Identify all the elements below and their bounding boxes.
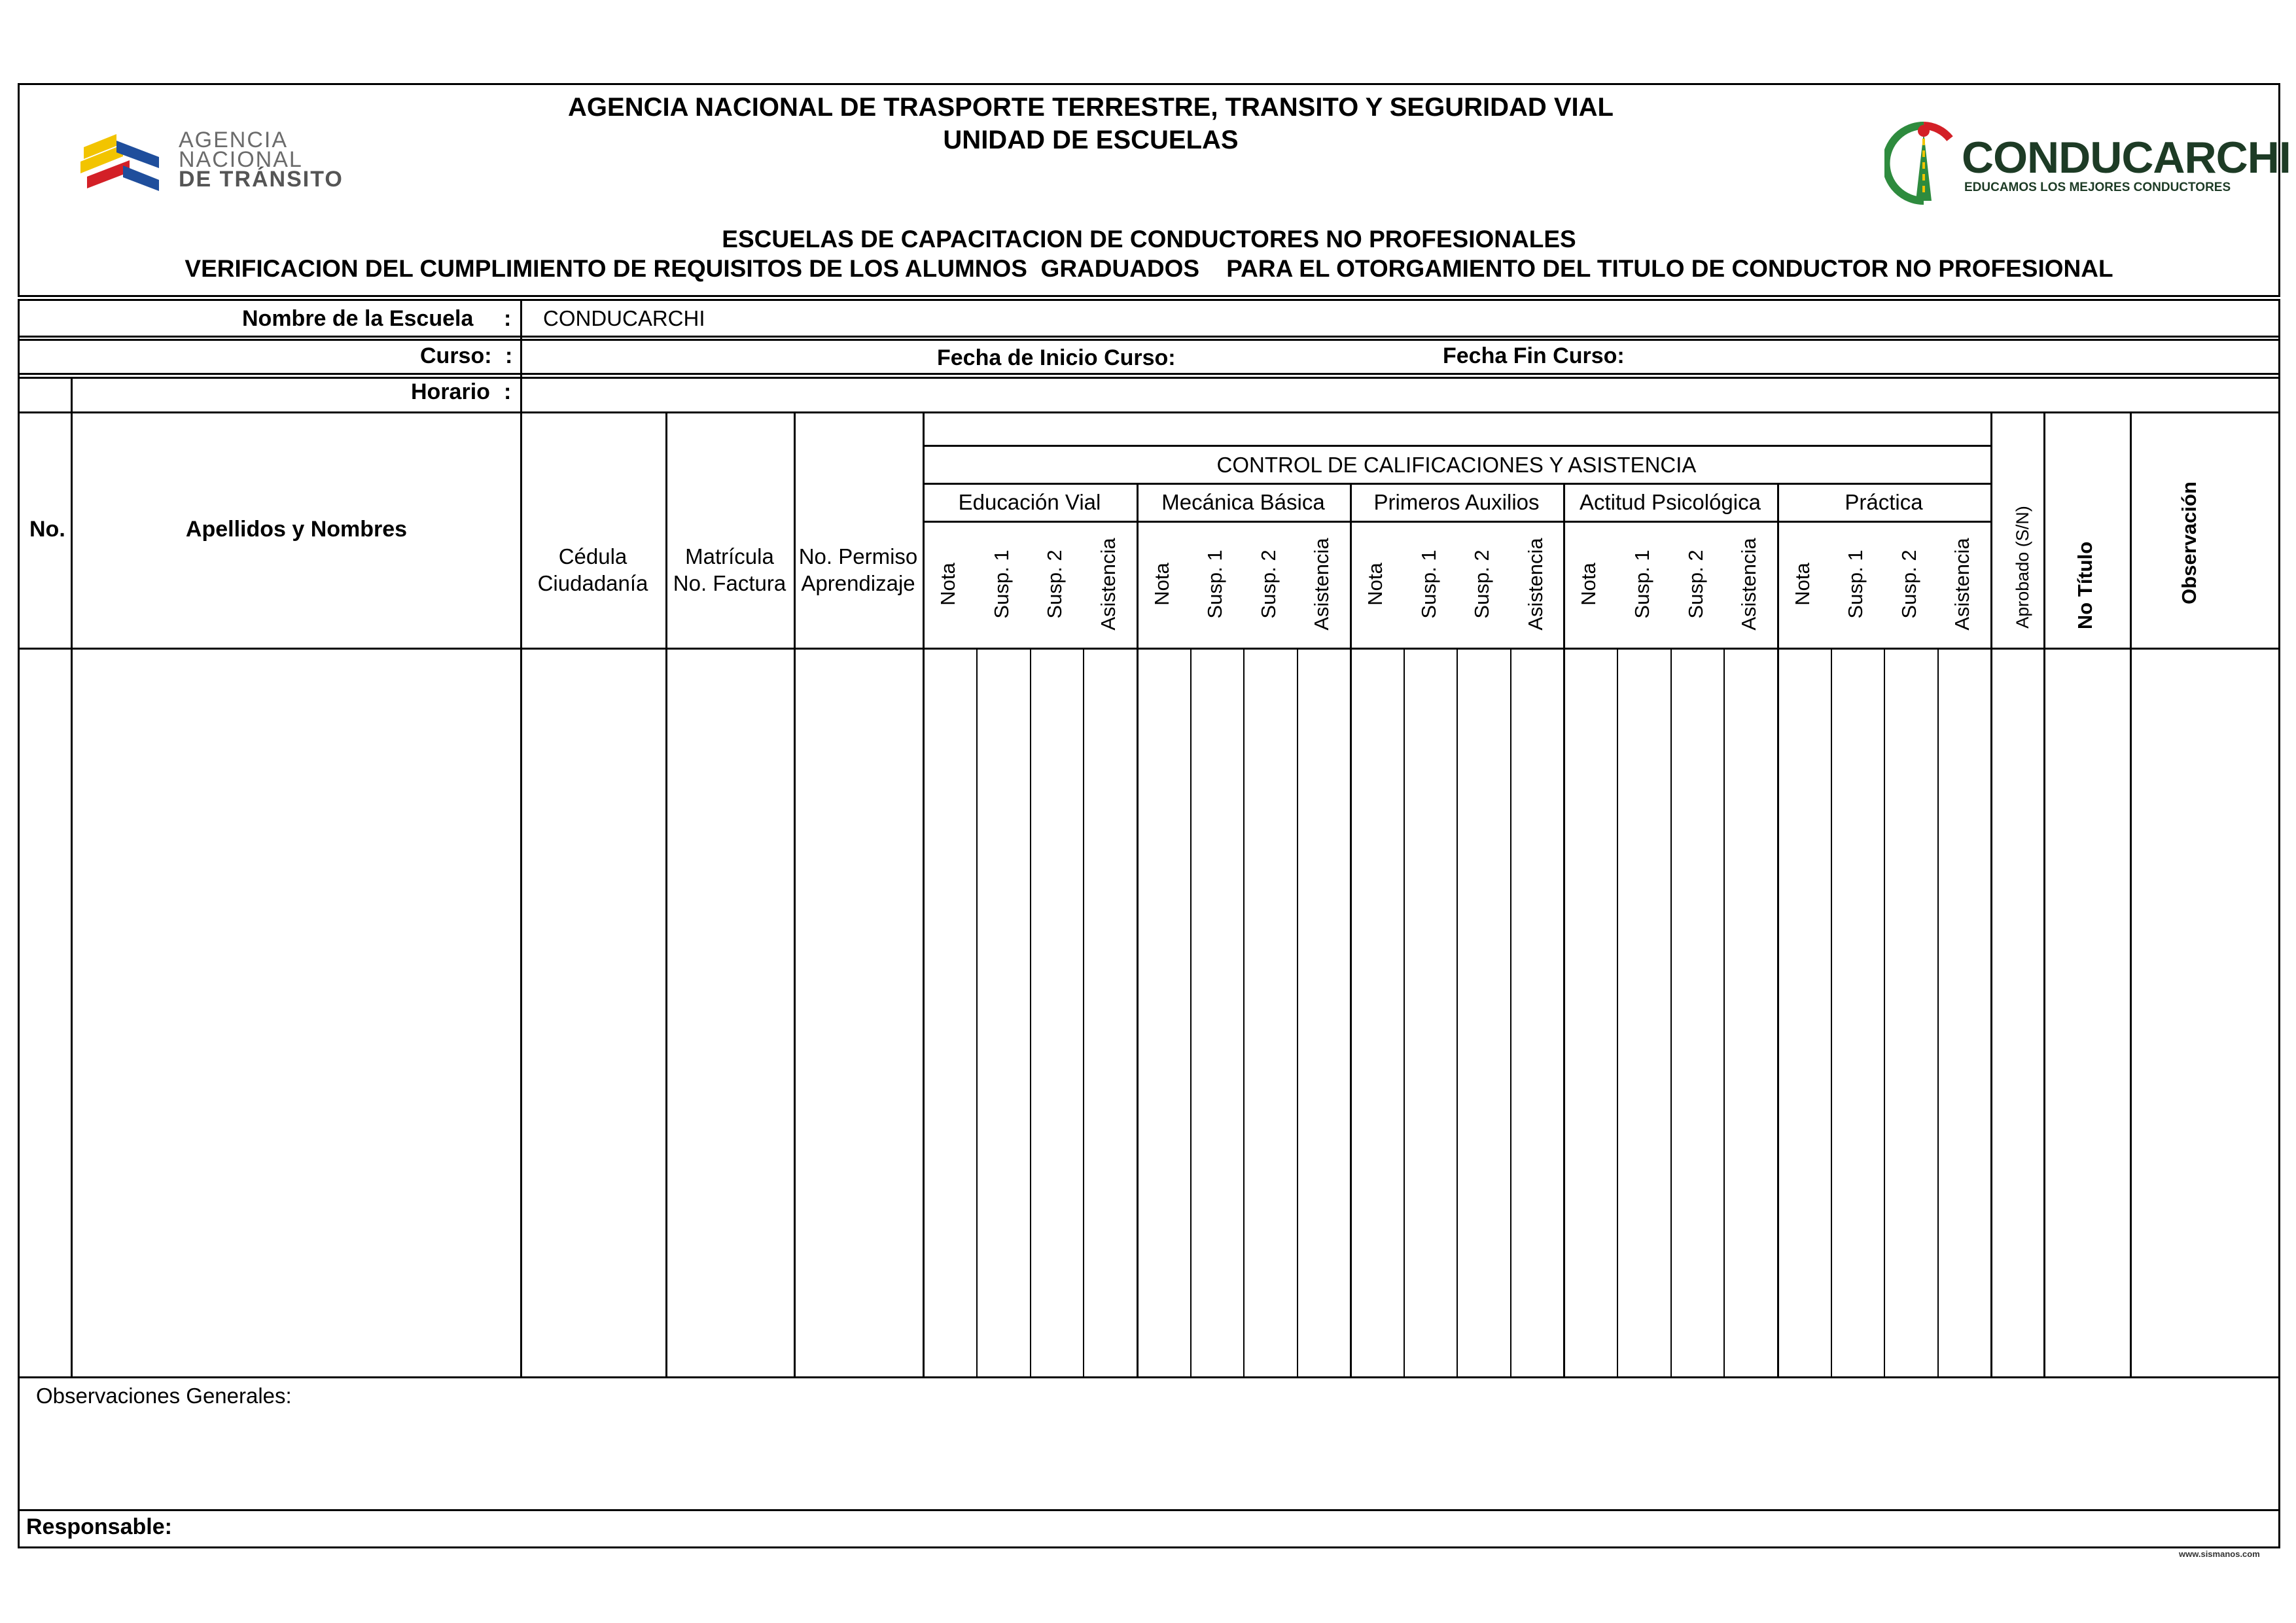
group-educacion-vial: Educación Vial	[958, 490, 1101, 514]
sub-div	[1937, 648, 1939, 1376]
sub-div	[1670, 648, 1672, 1376]
control-title: CONTROL DE CALIFICACIONES Y ASISTENCIA	[1216, 453, 1697, 477]
table-body-bottom	[18, 1376, 2280, 1378]
sub-susp2: Susp. 2	[1684, 550, 1707, 619]
header-subtitle-1: ESCUELAS DE CAPACITACION DE CONDUCTORES NO PROFESIONALES	[722, 226, 1576, 253]
info-line-2	[18, 336, 2280, 338]
agency-logo-line1: AGENCIA	[179, 128, 289, 152]
responsible-top-line	[18, 1509, 2280, 1511]
info-line-3	[18, 339, 2280, 341]
control-groups-line	[923, 483, 1990, 485]
sub-nota: Nota	[1364, 563, 1386, 606]
start-date-label: Fecha de Inicio Curso:	[937, 345, 1176, 370]
col-header-title-no: No Título	[2074, 541, 2096, 630]
sub-asistencia: Asistencia	[1951, 538, 1973, 631]
sub-div	[1190, 648, 1192, 1376]
school-logo	[1884, 119, 2291, 211]
group-actitud-psicologica: Actitud Psicológica	[1580, 490, 1761, 514]
responsible-label: Responsable:	[26, 1514, 172, 1539]
col-header-approved: Aprobado (S/N)	[2013, 506, 2032, 629]
info-top-line	[18, 299, 2280, 301]
general-observations-label: Observaciones Generales:	[36, 1384, 292, 1408]
sub-div	[1030, 648, 1031, 1376]
sub-susp1: Susp. 1	[1417, 550, 1440, 619]
col-header-name: Apellidos y Nombres	[185, 517, 408, 542]
control-sub-line	[923, 521, 1990, 523]
col-header-no: No.	[29, 517, 65, 542]
group-div-1	[1137, 483, 1139, 1376]
col-header-mat-2: No. Factura	[673, 571, 786, 595]
control-top-line	[923, 445, 1990, 447]
sub-div	[1723, 648, 1725, 1376]
sub-asistencia: Asistencia	[1737, 538, 1760, 631]
sub-susp1: Susp. 1	[1631, 550, 1653, 619]
school-logo-name: CONDUCARCHI	[1962, 133, 2291, 183]
col-header-mat-1: Matrícula	[685, 544, 774, 568]
group-practica: Práctica	[1845, 490, 1923, 514]
sub-nota: Nota	[1577, 563, 1600, 606]
sub-div	[1617, 648, 1618, 1376]
col-line-grades-end	[1990, 411, 1992, 1376]
sub-susp1: Susp. 1	[1203, 550, 1226, 619]
info-value-divider	[520, 299, 522, 1378]
sub-div	[1404, 648, 1405, 1376]
info-line-6	[18, 411, 2280, 413]
page-bottom-line	[18, 1546, 2280, 1548]
col-header-perm-2: Aprendizaje	[801, 571, 915, 595]
end-date-label: Fecha Fin Curso:	[1443, 343, 1625, 368]
sub-div	[1297, 648, 1298, 1376]
col-line-approved	[2043, 411, 2045, 1376]
sub-div	[1083, 648, 1084, 1376]
sub-div	[1457, 648, 1458, 1376]
sub-asistencia: Asistencia	[1097, 538, 1120, 631]
col-line-perm	[923, 411, 925, 1376]
sub-nota: Nota	[1150, 563, 1173, 606]
sub-div	[1243, 648, 1245, 1376]
sub-susp2: Susp. 2	[1043, 550, 1066, 619]
col-line-no	[71, 411, 73, 1376]
sub-div	[1831, 648, 1832, 1376]
info-left-border	[18, 299, 20, 1548]
group-mecanica-basica: Mecánica Básica	[1161, 490, 1325, 514]
sub-susp2: Susp. 2	[1257, 550, 1280, 619]
header-title-1: AGENCIA NACIONAL DE TRASPORTE TERRESTRE, TRANSITO Y SEGURIDAD VIAL	[568, 93, 1614, 122]
schedule-colon: :	[504, 379, 512, 404]
table-header-bottom	[18, 648, 2280, 650]
sub-susp2: Susp. 2	[1898, 550, 1920, 619]
sub-div	[1884, 648, 1885, 1376]
agency-logo-line3: DE TRÁNSITO	[179, 167, 344, 192]
agency-logo-line2: NACIONAL	[179, 147, 303, 172]
header-title-2: UNIDAD DE ESCUELAS	[943, 126, 1239, 154]
schedule-label: Horario	[411, 379, 490, 404]
school-logo-tagline: EDUCAMOS LOS MEJORES CONDUCTORES	[1964, 181, 2231, 194]
school-emblem-icon	[1884, 119, 1963, 207]
info-right-border	[2278, 299, 2280, 1548]
school-label: Nombre de la Escuela	[242, 306, 474, 331]
col-header-perm-1: No. Permiso	[798, 544, 918, 568]
group-primeros-auxilios: Primeros Auxilios	[1373, 490, 1540, 514]
sub-asistencia: Asistencia	[1524, 538, 1547, 631]
course-label: Curso:	[420, 343, 492, 368]
col-header-id-2: Ciudadanía	[537, 571, 648, 595]
group-div-2	[1350, 483, 1352, 1376]
group-div-4	[1777, 483, 1779, 1376]
sub-nota: Nota	[936, 563, 959, 606]
group-div-3	[1563, 483, 1565, 1376]
school-value[interactable]: CONDUCARCHI	[543, 306, 705, 330]
sub-div	[976, 648, 978, 1376]
sub-susp1: Susp. 1	[1844, 550, 1867, 619]
col-header-observation: Observación	[2178, 481, 2200, 604]
col-header-id-1: Cédula	[558, 544, 627, 568]
watermark-text: www.sismanos.com	[2179, 1549, 2260, 1559]
info-line-5	[18, 377, 2280, 379]
course-colon: :	[505, 343, 513, 368]
sub-div	[1510, 648, 1511, 1376]
school-colon: :	[504, 306, 512, 331]
sub-asistencia: Asistencia	[1310, 538, 1333, 631]
sub-susp2: Susp. 2	[1470, 550, 1493, 619]
sub-nota: Nota	[1791, 563, 1814, 606]
schedule-no-divider	[71, 377, 73, 411]
info-line-4	[18, 373, 2280, 375]
sub-susp1: Susp. 1	[990, 550, 1013, 619]
col-line-title	[2130, 411, 2132, 1376]
header-subtitle-2: VERIFICACION DEL CUMPLIMIENTO DE REQUISITOS DE LOS ALUMNOS GRADUADOS PARA EL OTORGAMIENTO DEL TITULO DE CONDUCTOR NO PROFESIONAL	[185, 255, 2113, 282]
